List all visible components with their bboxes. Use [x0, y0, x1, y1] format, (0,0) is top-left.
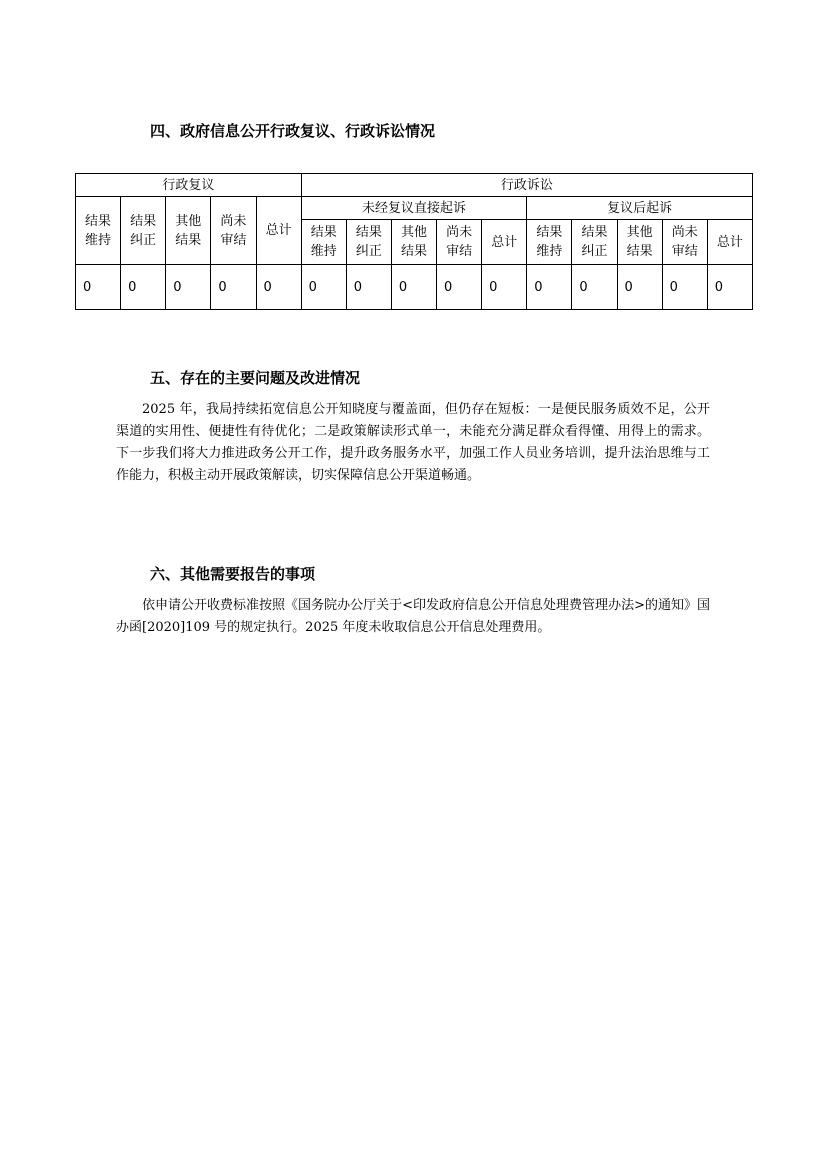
direct-col-other: 其他 结果: [391, 220, 436, 265]
review-col-uphold: 结果 维持: [76, 197, 121, 265]
header-administrative-review: 行政复议: [76, 174, 302, 197]
table-cell: 0: [391, 265, 436, 310]
after-col-total: 总计: [707, 220, 752, 265]
header-administrative-litigation: 行政诉讼: [301, 174, 752, 197]
table-cell: 0: [256, 265, 301, 310]
table-cell: 0: [76, 265, 121, 310]
direct-col-total: 总计: [482, 220, 527, 265]
table-row: [76, 265, 753, 310]
table-cell: 0: [301, 265, 346, 310]
direct-col-pending: 尚未 审结: [437, 220, 482, 265]
table-header-row-2: [76, 197, 753, 220]
after-col-other: 其他 结果: [617, 220, 662, 265]
header-direct-litigation: 未经复议直接起诉: [301, 197, 527, 220]
review-col-total: 总计: [256, 197, 301, 265]
table-cell: 0: [617, 265, 662, 310]
section-5-paragraph: 2025 年，我局持续拓宽信息公开知晓度与覆盖面，但仍存在短板：一是便民服务质效不足，公开渠道的实用性、便捷性有待优化；二是政策解读形式单一，未能充分满足群众看得懂、用得上的需求。下一步我们将大力推进政务公开工作，提升政务服务水平，加强工作人员业务培训，提升法治思维与工作能力，积极主动开展政策解读，切实保障信息公开渠道畅通。: [116, 402, 710, 483]
table-cell: 0: [121, 265, 166, 310]
review-col-other: 其他 结果: [166, 197, 211, 265]
table-header-row-1: [76, 174, 753, 197]
after-col-correct: 结果 纠正: [572, 220, 617, 265]
direct-col-correct: 结果 纠正: [346, 220, 391, 265]
direct-col-uphold: 结果 维持: [301, 220, 346, 265]
section-5-heading: 五、存在的主要问题及改进情况: [150, 369, 361, 387]
table-cell: 0: [346, 265, 391, 310]
after-col-pending: 尚未 审结: [662, 220, 707, 265]
table-cell: 0: [707, 265, 752, 310]
review-col-pending: 尚未 审结: [211, 197, 256, 265]
table-cell: 0: [527, 265, 572, 310]
table-cell: 0: [572, 265, 617, 310]
table-cell: 0: [482, 265, 527, 310]
table-cell: 0: [211, 265, 256, 310]
after-col-uphold: 结果 维持: [527, 220, 572, 265]
section-6-heading: 六、其他需要报告的事项: [150, 565, 316, 583]
header-litigation-after-review: 复议后起诉: [527, 197, 753, 220]
table-cell: 0: [166, 265, 211, 310]
table-cell: 0: [662, 265, 707, 310]
table-cell: 0: [437, 265, 482, 310]
review-litigation-table: [75, 173, 753, 310]
review-col-correct: 结果 纠正: [121, 197, 166, 265]
section-6-paragraph: 依申请公开收费标准按照《国务院办公厅关于<印发政府信息公开信息处理费管理办法>的通知》国办函[2020]109 号的规定执行。2025 年度未收取信息公开信息处理费用。: [116, 598, 710, 635]
section-4-heading: 四、政府信息公开行政复议、行政诉讼情况: [150, 122, 436, 140]
